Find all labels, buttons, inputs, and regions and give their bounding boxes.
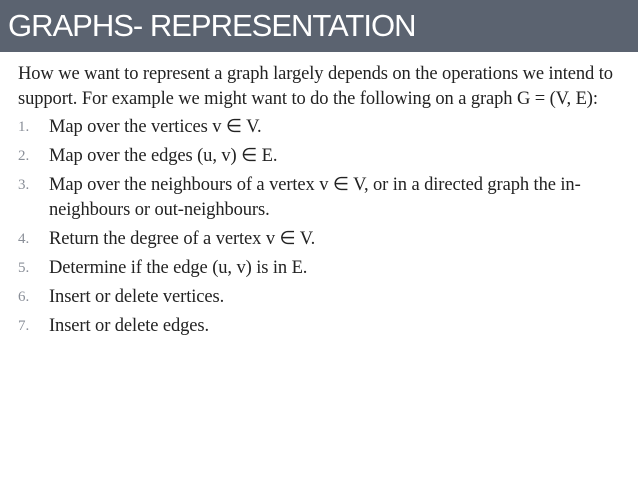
list-text: Insert or delete vertices. — [49, 287, 225, 307]
list-item — [18, 256, 618, 281]
slide-content — [18, 62, 618, 343]
list-text: Return the degree of a vertex v ∈ V. — [49, 229, 316, 249]
title-bar — [0, 0, 638, 52]
list-item — [18, 314, 618, 339]
list-text: Map over the neighbours of a vertex v ∈ V, or in a directed graph the in-neighbours or out-neighbours. — [49, 175, 581, 220]
list-number: 3. — [18, 177, 30, 193]
list-text: Determine if the edge (u, v) is in E. — [49, 258, 308, 278]
list-number: 4. — [18, 231, 30, 247]
slide-title: GRAPHS- REPRESENTATION — [8, 7, 416, 43]
list-item — [18, 144, 618, 169]
list-text: Map over the edges (u, v) ∈ E. — [49, 146, 278, 166]
operations-list — [18, 115, 618, 339]
list-item — [18, 227, 618, 252]
list-number: 2. — [18, 148, 30, 164]
list-number: 1. — [18, 119, 30, 135]
intro-paragraph: How we want to represent a graph largely depends on the operations we intend to support. For example we might want to do the following on a graph G = (V, E): — [18, 64, 613, 109]
list-number: 6. — [18, 289, 30, 305]
list-number: 7. — [18, 318, 30, 334]
list-item — [18, 115, 618, 140]
list-text: Insert or delete edges. — [49, 316, 210, 336]
list-item — [18, 173, 618, 223]
list-text: Map over the vertices v ∈ V. — [49, 117, 262, 137]
list-number: 5. — [18, 260, 30, 276]
list-item — [18, 285, 618, 310]
